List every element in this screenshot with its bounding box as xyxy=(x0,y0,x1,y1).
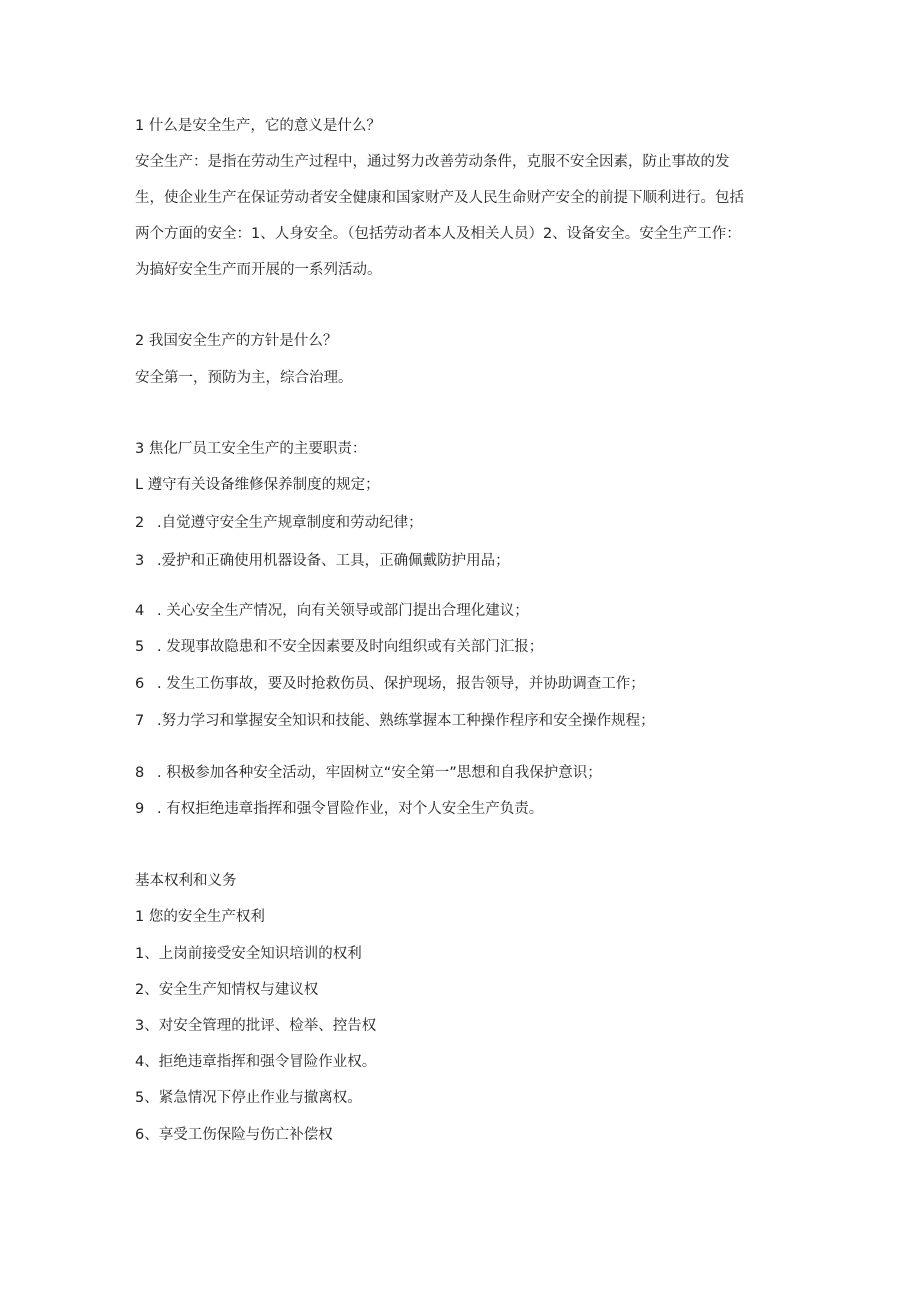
section-4-heading: 基本权利和义务 xyxy=(135,873,237,889)
section-1-body-line-3: 两个方面的安全：1、人身安全。（包括劳动者本人及相关人员）2、设备安全。安全生产工作： xyxy=(135,226,741,242)
duty-item-text: .努力学习和掌握安全知识和技能、熟练掌握本工种操作程序和安全操作规程； xyxy=(157,713,655,729)
section-2-heading: 2 我国安全生产的方针是什么？ xyxy=(135,333,338,349)
right-item-5: 5、紧急情况下停止作业与撤离权。 xyxy=(135,1090,362,1106)
duty-item-number: 5 xyxy=(135,639,145,655)
section-1-body-line-1: 安全生产：是指在劳动生产过程中，通过努力改善劳动条件，克服不安全因素，防止事故的发 xyxy=(135,154,730,170)
duty-item-text: . 发生工伤事故，要及时抢救伤员、保护现场，报告领导，并协助调查工作； xyxy=(157,676,645,692)
right-item-4: 4、拒绝违章指挥和强令冒险作业权。 xyxy=(135,1054,377,1070)
duty-item-6 xyxy=(135,674,645,694)
right-item-1: 1、上岗前接受安全知识培训的权利 xyxy=(135,946,362,962)
duty-item-number: 8 xyxy=(135,765,145,781)
section-1-heading: 1 什么是安全生产，它的意义是什么？ xyxy=(135,118,381,134)
duty-item-number: 6 xyxy=(135,676,145,692)
duty-item-text: .爱护和正确使用机器设备、工具，正确佩戴防护用品； xyxy=(157,553,510,569)
right-item-2: 2、安全生产知情权与建议权 xyxy=(135,982,319,998)
duty-item-8 xyxy=(135,763,602,783)
duty-item-number: 7 xyxy=(135,713,145,729)
duty-item-text: . 有权拒绝违章指挥和强令冒险作业，对个人安全生产负责。 xyxy=(157,801,544,817)
duty-item-number: 2 xyxy=(135,515,145,531)
section-2-body: 安全第一，预防为主，综合治理。 xyxy=(135,370,353,386)
duty-item-9 xyxy=(135,799,543,819)
duty-item-text: .自觉遵守安全生产规章制度和劳动纪律； xyxy=(157,515,423,531)
right-item-3: 3、对安全管理的批评、检举、控告权 xyxy=(135,1018,377,1034)
duty-item-text: . 关心安全生产情况，向有关领导或部门提出合理化建议； xyxy=(157,603,529,619)
duty-item-text: . 积极参加各种安全活动，牢固树立“安全第一”思想和自我保护意识； xyxy=(157,765,602,781)
duty-item-5 xyxy=(135,637,543,657)
duty-item-1: L 遵守有关设备维修保养制度的规定； xyxy=(135,477,380,493)
section-4-subheading: 1 您的安全生产权利 xyxy=(135,909,265,925)
duty-item-4 xyxy=(135,601,529,621)
duty-item-number: 4 xyxy=(135,603,145,619)
duty-item-text: . 发现事故隐患和不安全因素要及时向组织或有关部门汇报； xyxy=(157,639,544,655)
section-3-heading: 3 焦化厂员工安全生产的主要职责： xyxy=(135,441,367,457)
duty-item-number: 3 xyxy=(135,553,145,569)
section-1-body-line-2: 生，使企业生产在保证劳动者安全健康和国家财产及人民生命财产安全的前提下顺利进行。包括 xyxy=(135,190,744,206)
duty-item-3 xyxy=(135,551,510,571)
duty-item-7 xyxy=(135,711,655,731)
duty-item-2 xyxy=(135,513,423,533)
duty-item-number: 9 xyxy=(135,801,145,817)
right-item-6: 6、享受工伤保险与伤亡补偿权 xyxy=(135,1127,333,1143)
section-1-body-line-4: 为搞好安全生产而开展的一系列活动。 xyxy=(135,262,382,278)
